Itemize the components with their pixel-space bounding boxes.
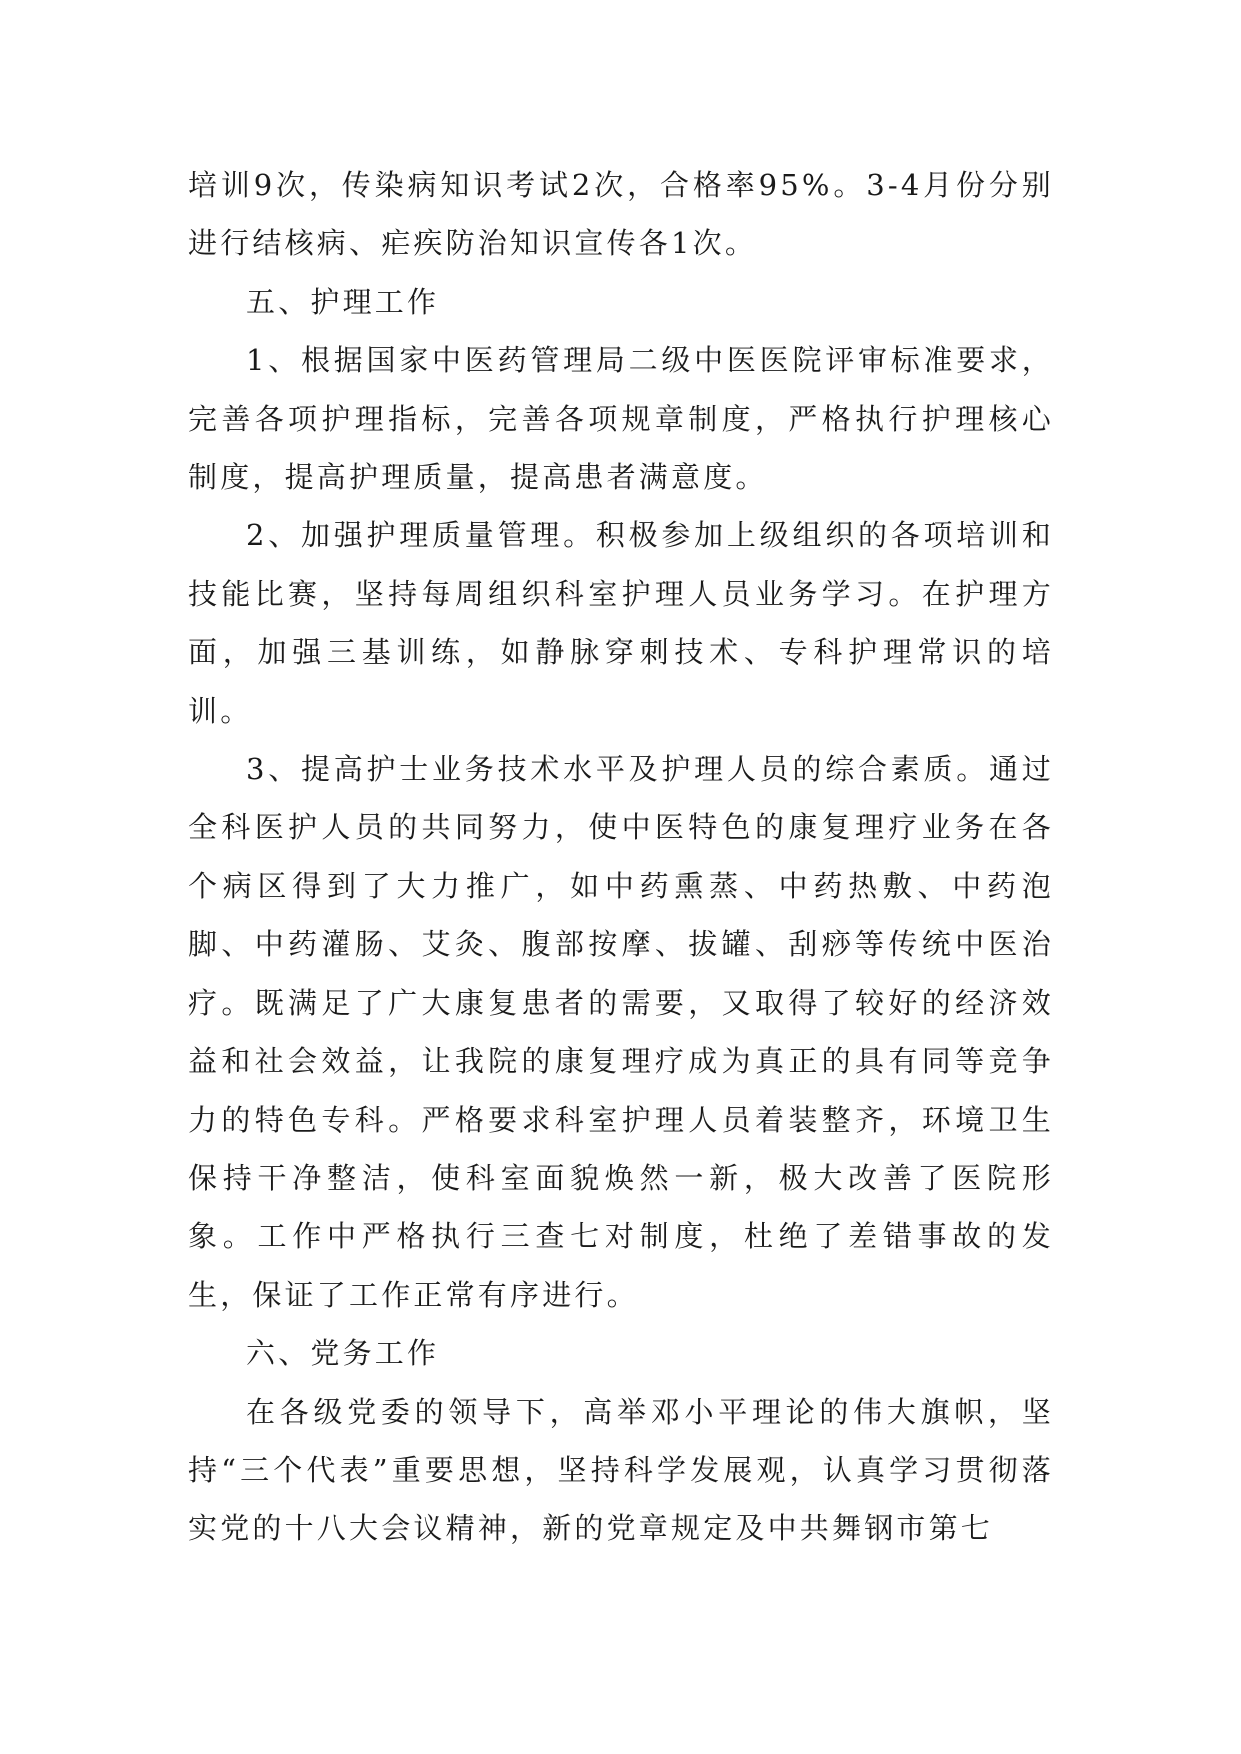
- heading-party-work: 六、党务工作: [246, 1336, 440, 1371]
- paragraph-nursing-item-2: 2、加强护理质量管理。积极参加上级组织的各项培训和技能比赛，坚持每周组织科室护理人员业务学习。在护理方面，加强三基训练，如静脉穿刺技术、专科护理常识的培训。: [188, 518, 1054, 728]
- paragraph-nursing-item-1: 1、根据国家中医药管理局二级中医医院评审标准要求，完善各项护理指标，完善各项规章制度，严格执行护理核心制度，提高护理质量，提高患者满意度。: [188, 343, 1054, 495]
- paragraph-party-work: 在各级党委的领导下，高举邓小平理论的伟大旗帜，坚持“三个代表”重要思想，坚持科学发展观，认真学习贯彻落实党的十八大会议精神，新的党章规定及中共舞钢市第七: [188, 1394, 1054, 1546]
- heading-nursing-work: 五、护理工作: [246, 284, 440, 319]
- paragraph-nursing-item-3: 3、提高护士业务技术水平及护理人员的综合素质。通过全科医护人员的共同努力，使中医特色的康复理疗业务在各个病区得到了大力推广，如中药熏蒸、中药热敷、中药泡脚、中药灌肠、艾灸、腹部按摩、拔罐、刮痧等传统中医治疗。既满足了广大康复患者的需要，又取得了较好的经济效益和社会效益，让我院的康复理疗成为真正的具有同等竞争力的特色专科。严格要求科室护理人员着装整齐，环境卫生保持干净整洁，使科室面貌焕然一新，极大改善了医院形象。工作中严格执行三查七对制度，杜绝了差错事故的发生，保证了工作正常有序进行。: [188, 752, 1054, 1312]
- document-body: [188, 156, 1054, 1558]
- paragraph-training-continuation: 培训9次，传染病知识考试2次，合格率95%。3-4月份分别进行结核病、疟疾防治知识宣传各1次。: [188, 168, 1054, 261]
